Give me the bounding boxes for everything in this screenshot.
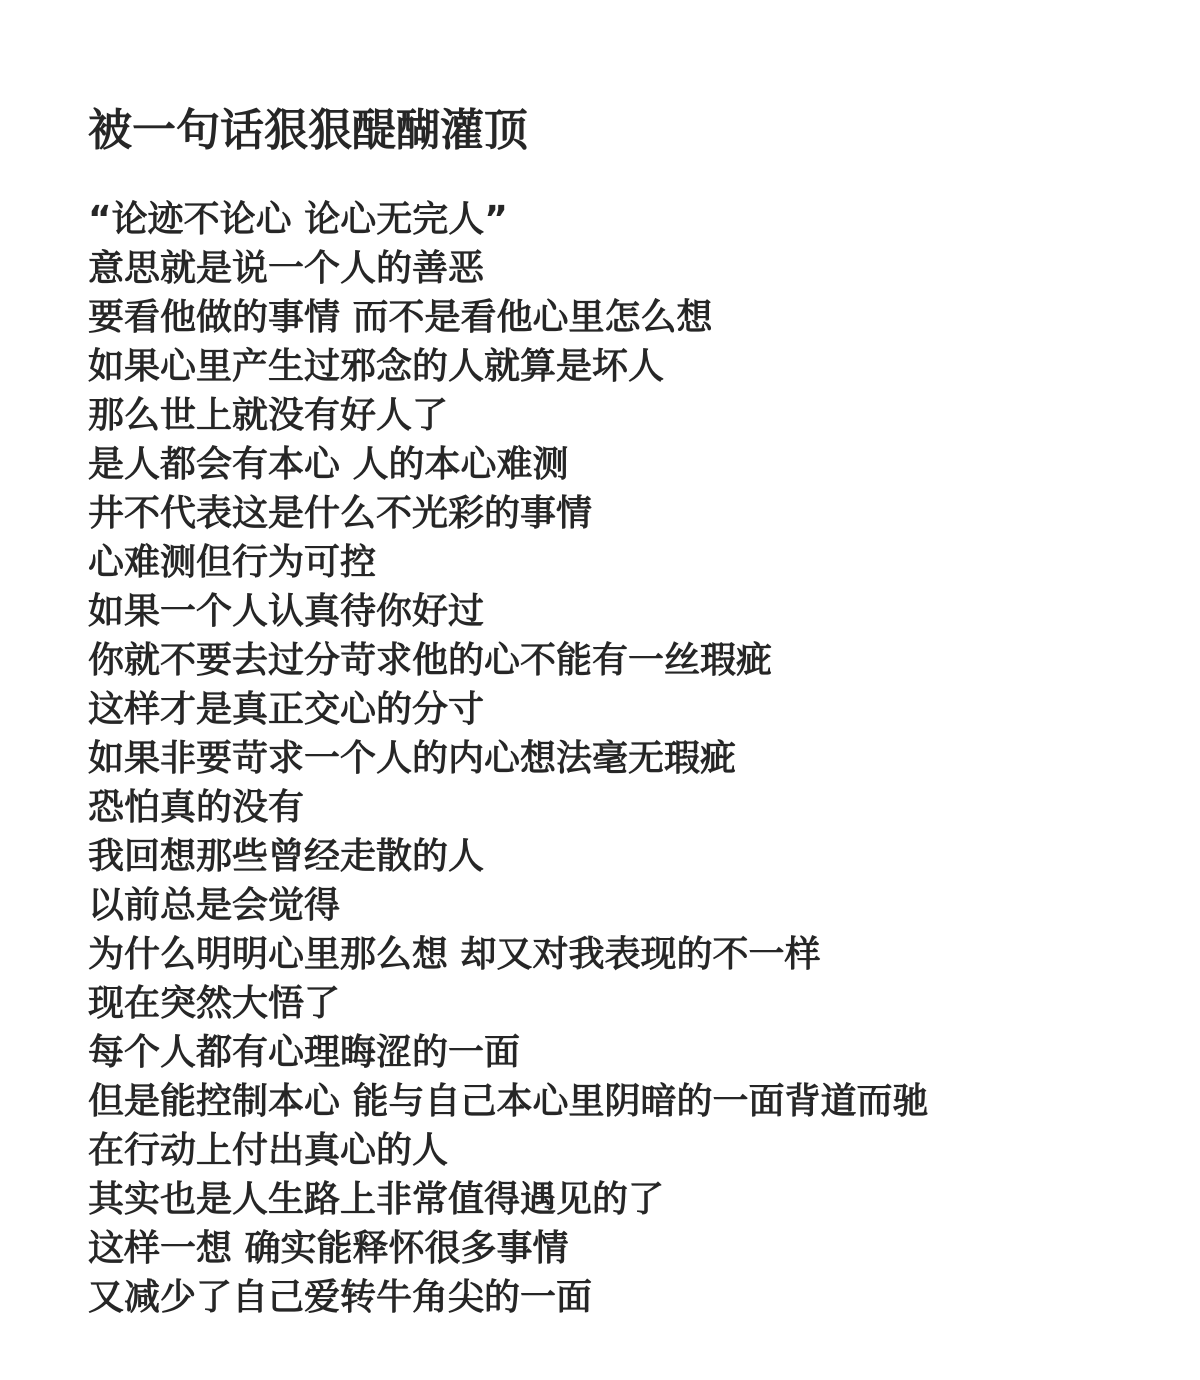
text-line: 为什么明明心里那么想 却又对我表现的不一样 (88, 934, 821, 975)
text-line: 在行动上付出真心的人 (88, 1130, 449, 1171)
text-line: 每个人都有心理晦涩的一面 (88, 1032, 521, 1073)
text-line: 又减少了自己爱转牛角尖的一面 (88, 1277, 593, 1318)
text-line: 井不代表这是什么不光彩的事情 (88, 493, 593, 534)
text-line: 是人都会有本心 人的本心难测 (88, 444, 569, 485)
text-line: 以前总是会觉得 (88, 885, 341, 926)
article-body (88, 195, 1148, 1322)
text-line: 那么世上就没有好人了 (88, 395, 449, 436)
text-line: 心难测但行为可控 (88, 542, 377, 583)
text-line: 如果一个人认真待你好过 (88, 591, 485, 632)
text-line: 但是能控制本心 能与自己本心里阴暗的一面背道而驰 (88, 1081, 929, 1122)
text-line: “论迹不论心 论心无完人” (88, 199, 508, 240)
page-title: 被一句话狠狠醍醐灌顶 (88, 105, 528, 156)
text-line: 你就不要去过分苛求他的心不能有一丝瑕疵 (88, 640, 773, 681)
text-line: 如果非要苛求一个人的内心想法毫无瑕疵 (88, 738, 737, 779)
text-line: 现在突然大悟了 (88, 983, 341, 1024)
text-line: 其实也是人生路上非常值得遇见的了 (88, 1179, 665, 1220)
text-line: 如果心里产生过邪念的人就算是坏人 (88, 346, 665, 387)
text-line: 恐怕真的没有 (88, 787, 305, 828)
text-line: 这样一想 确实能释怀很多事情 (88, 1228, 569, 1269)
text-line: 我回想那些曾经走散的人 (88, 836, 485, 877)
text-line: 这样才是真正交心的分寸 (88, 689, 485, 730)
text-line: 要看他做的事情 而不是看他心里怎么想 (88, 297, 713, 338)
text-line: 意思就是说一个人的善恶 (88, 248, 485, 289)
